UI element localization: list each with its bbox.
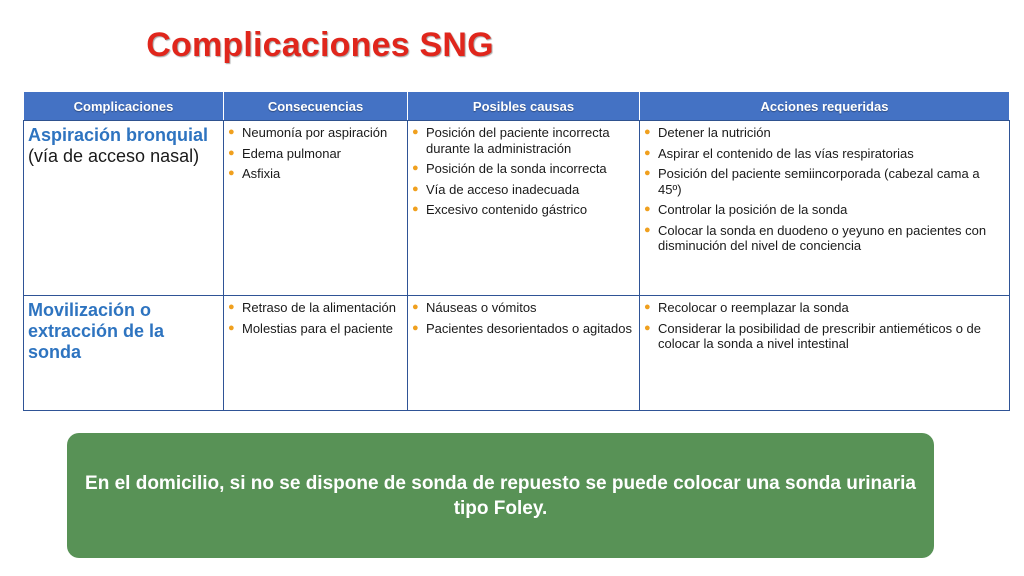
bullet-dot-icon: ● [412, 321, 419, 334]
list-item: ● Excesivo contenido gástrico [412, 202, 588, 217]
list-item: ● Molestias para el paciente [228, 320, 394, 336]
bullet-dot-icon: ● [228, 301, 235, 313]
complication-name: Movilización o extracción de la sonda [28, 300, 165, 362]
bullet-dot-icon: ● [412, 301, 419, 313]
list-item: ● Considerar la posibilidad de prescribir antieméticos o de colocar la sonda a nivel intestinal [644, 320, 982, 351]
list-item: ● Retraso de la alimentación [228, 300, 396, 315]
complications-table [23, 91, 1010, 411]
consequences-cell [224, 121, 408, 296]
bullet-dot-icon: ● [228, 146, 235, 159]
bullet-dot-icon: ● [644, 301, 651, 313]
table-row [24, 296, 1010, 411]
list-item: ● Detener la nutrición [644, 125, 771, 140]
list-item: ● Posición del paciente incorrecta durante la administración [412, 125, 610, 156]
bullet-dot-icon: ● [412, 162, 419, 174]
complication-detail: (vía de acceso nasal) [28, 146, 200, 166]
bullet-dot-icon: ● [228, 167, 235, 179]
list-item: ● Neumonía por aspiración [228, 125, 388, 140]
consequences-cell [224, 296, 408, 411]
note-text: En el domicilio, si no se dispone de sonda de repuesto se puede colocar una sonda urinaria tipo Foley. [85, 472, 916, 519]
bullet-dot-icon: ● [644, 223, 651, 236]
bullet-dot-icon: ● [644, 146, 651, 159]
list-item: ● Asfixia [228, 166, 281, 181]
note-box [67, 433, 934, 558]
actions-cell [640, 121, 1010, 296]
table-row [24, 121, 1010, 296]
table-header-row [24, 92, 1010, 121]
bullet-dot-icon: ● [644, 167, 651, 179]
list-item: ● Recolocar o reemplazar la sonda [644, 300, 849, 315]
causes-cell [408, 296, 640, 411]
bullet-dot-icon: ● [228, 126, 235, 138]
list-item: ● Posición del paciente semiincorporada (cabezal cama a 45º) [644, 166, 980, 197]
bullet-dot-icon: ● [412, 126, 419, 138]
header-posibles-causas: Posibles causas [408, 92, 640, 121]
complication-name: Aspiración bronquial [28, 125, 209, 145]
list-item: ● Edema pulmonar [228, 145, 341, 161]
list-item: ● Colocar la sonda en duodeno o yeyuno en pacientes con disminución del nivel de conciencia [644, 222, 987, 253]
bullet-dot-icon: ● [644, 321, 651, 334]
bullet-dot-icon: ● [228, 321, 235, 334]
bullet-dot-icon: ● [644, 126, 651, 138]
list-item: ● Aspirar el contenido de las vías respiratorias [644, 145, 914, 161]
list-item: ● Posición de la sonda incorrecta [412, 161, 607, 176]
list-item: ● Náuseas o vómitos [412, 300, 537, 315]
list-item: ● Pacientes desorientados o agitados [412, 320, 632, 336]
row-complication-cell [24, 296, 224, 411]
row-complication-cell [24, 121, 224, 296]
list-item: ● Vía de acceso inadecuada [412, 181, 580, 197]
bullet-dot-icon: ● [412, 203, 419, 215]
causes-cell [408, 121, 640, 296]
header-acciones-requeridas: Acciones requeridas [640, 92, 1010, 121]
bullet-dot-icon: ● [412, 182, 419, 195]
actions-cell [640, 296, 1010, 411]
list-item: ● Controlar la posición de la sonda [644, 202, 848, 217]
bullet-dot-icon: ● [644, 203, 651, 215]
page-title: Complicaciones SNG [146, 26, 494, 64]
header-consecuencias: Consecuencias [224, 92, 408, 121]
header-complicaciones: Complicaciones [24, 92, 224, 121]
